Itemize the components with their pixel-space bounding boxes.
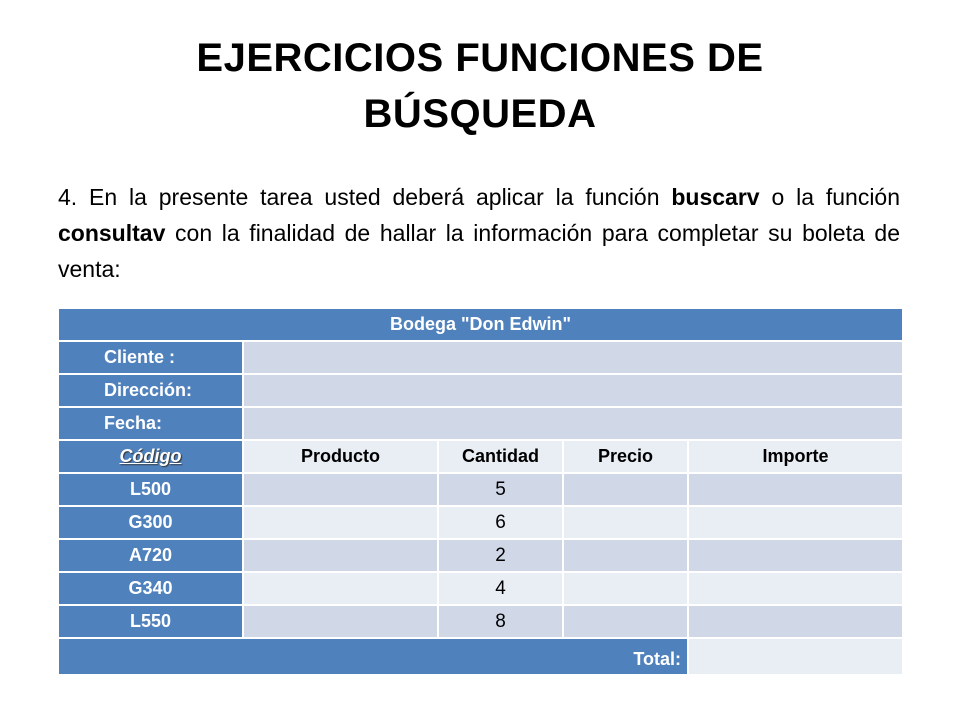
producto-cell[interactable] [243, 539, 438, 572]
instructions-paragraph [58, 179, 900, 287]
column-header-codigo: Código [58, 440, 243, 473]
table-row [58, 572, 903, 605]
importe-cell[interactable] [688, 572, 903, 605]
precio-cell[interactable] [563, 572, 688, 605]
table-row [58, 506, 903, 539]
codigo-cell: G300 [58, 506, 243, 539]
precio-cell[interactable] [563, 473, 688, 506]
column-header-producto: Producto [243, 440, 438, 473]
field-value-fecha[interactable] [243, 407, 903, 440]
column-header-precio: Precio [563, 440, 688, 473]
intro-text-3: con la finalidad de hallar la información para completar su boleta de venta: [58, 220, 900, 282]
field-value-direccion[interactable] [243, 374, 903, 407]
store-name: Bodega "Don Edwin" [58, 308, 903, 341]
sales-receipt-table [57, 307, 904, 676]
cantidad-cell: 4 [438, 572, 563, 605]
cantidad-cell: 8 [438, 605, 563, 638]
total-label: Total: [58, 638, 688, 675]
column-header-importe: Importe [688, 440, 903, 473]
table-row [58, 473, 903, 506]
field-value-cliente[interactable] [243, 341, 903, 374]
column-header-row [58, 440, 903, 473]
column-header-cantidad: Cantidad [438, 440, 563, 473]
field-row-cliente [58, 341, 903, 374]
intro-bold-buscarv: buscarv [671, 184, 760, 210]
producto-cell[interactable] [243, 572, 438, 605]
producto-cell[interactable] [243, 605, 438, 638]
cantidad-cell: 2 [438, 539, 563, 572]
codigo-cell: L550 [58, 605, 243, 638]
slide-title [0, 30, 960, 142]
slide-title-line2: BÚSQUEDA [363, 92, 597, 136]
importe-cell[interactable] [688, 539, 903, 572]
table-row [58, 539, 903, 572]
producto-cell[interactable] [243, 506, 438, 539]
field-row-direccion [58, 374, 903, 407]
producto-cell[interactable] [243, 473, 438, 506]
codigo-cell: A720 [58, 539, 243, 572]
field-row-fecha [58, 407, 903, 440]
importe-cell[interactable] [688, 506, 903, 539]
table-row [58, 605, 903, 638]
precio-cell[interactable] [563, 539, 688, 572]
codigo-cell: G340 [58, 572, 243, 605]
slide-title-line1: EJERCICIOS FUNCIONES DE [196, 36, 764, 80]
cantidad-cell: 5 [438, 473, 563, 506]
intro-text-1: 4. En la presente tarea usted deberá aplicar la función [58, 184, 672, 210]
total-row [58, 638, 903, 675]
codigo-cell: L500 [58, 473, 243, 506]
field-label-cliente: Cliente : [58, 341, 243, 374]
importe-cell[interactable] [688, 473, 903, 506]
receipt-title-row [58, 308, 903, 341]
total-value-cell[interactable] [688, 638, 903, 675]
importe-cell[interactable] [688, 605, 903, 638]
precio-cell[interactable] [563, 506, 688, 539]
intro-text-2: o la función [759, 184, 901, 210]
field-label-direccion: Dirección: [58, 374, 243, 407]
precio-cell[interactable] [563, 605, 688, 638]
field-label-fecha: Fecha: [58, 407, 243, 440]
cantidad-cell: 6 [438, 506, 563, 539]
intro-bold-consultav: consultav [58, 220, 166, 246]
